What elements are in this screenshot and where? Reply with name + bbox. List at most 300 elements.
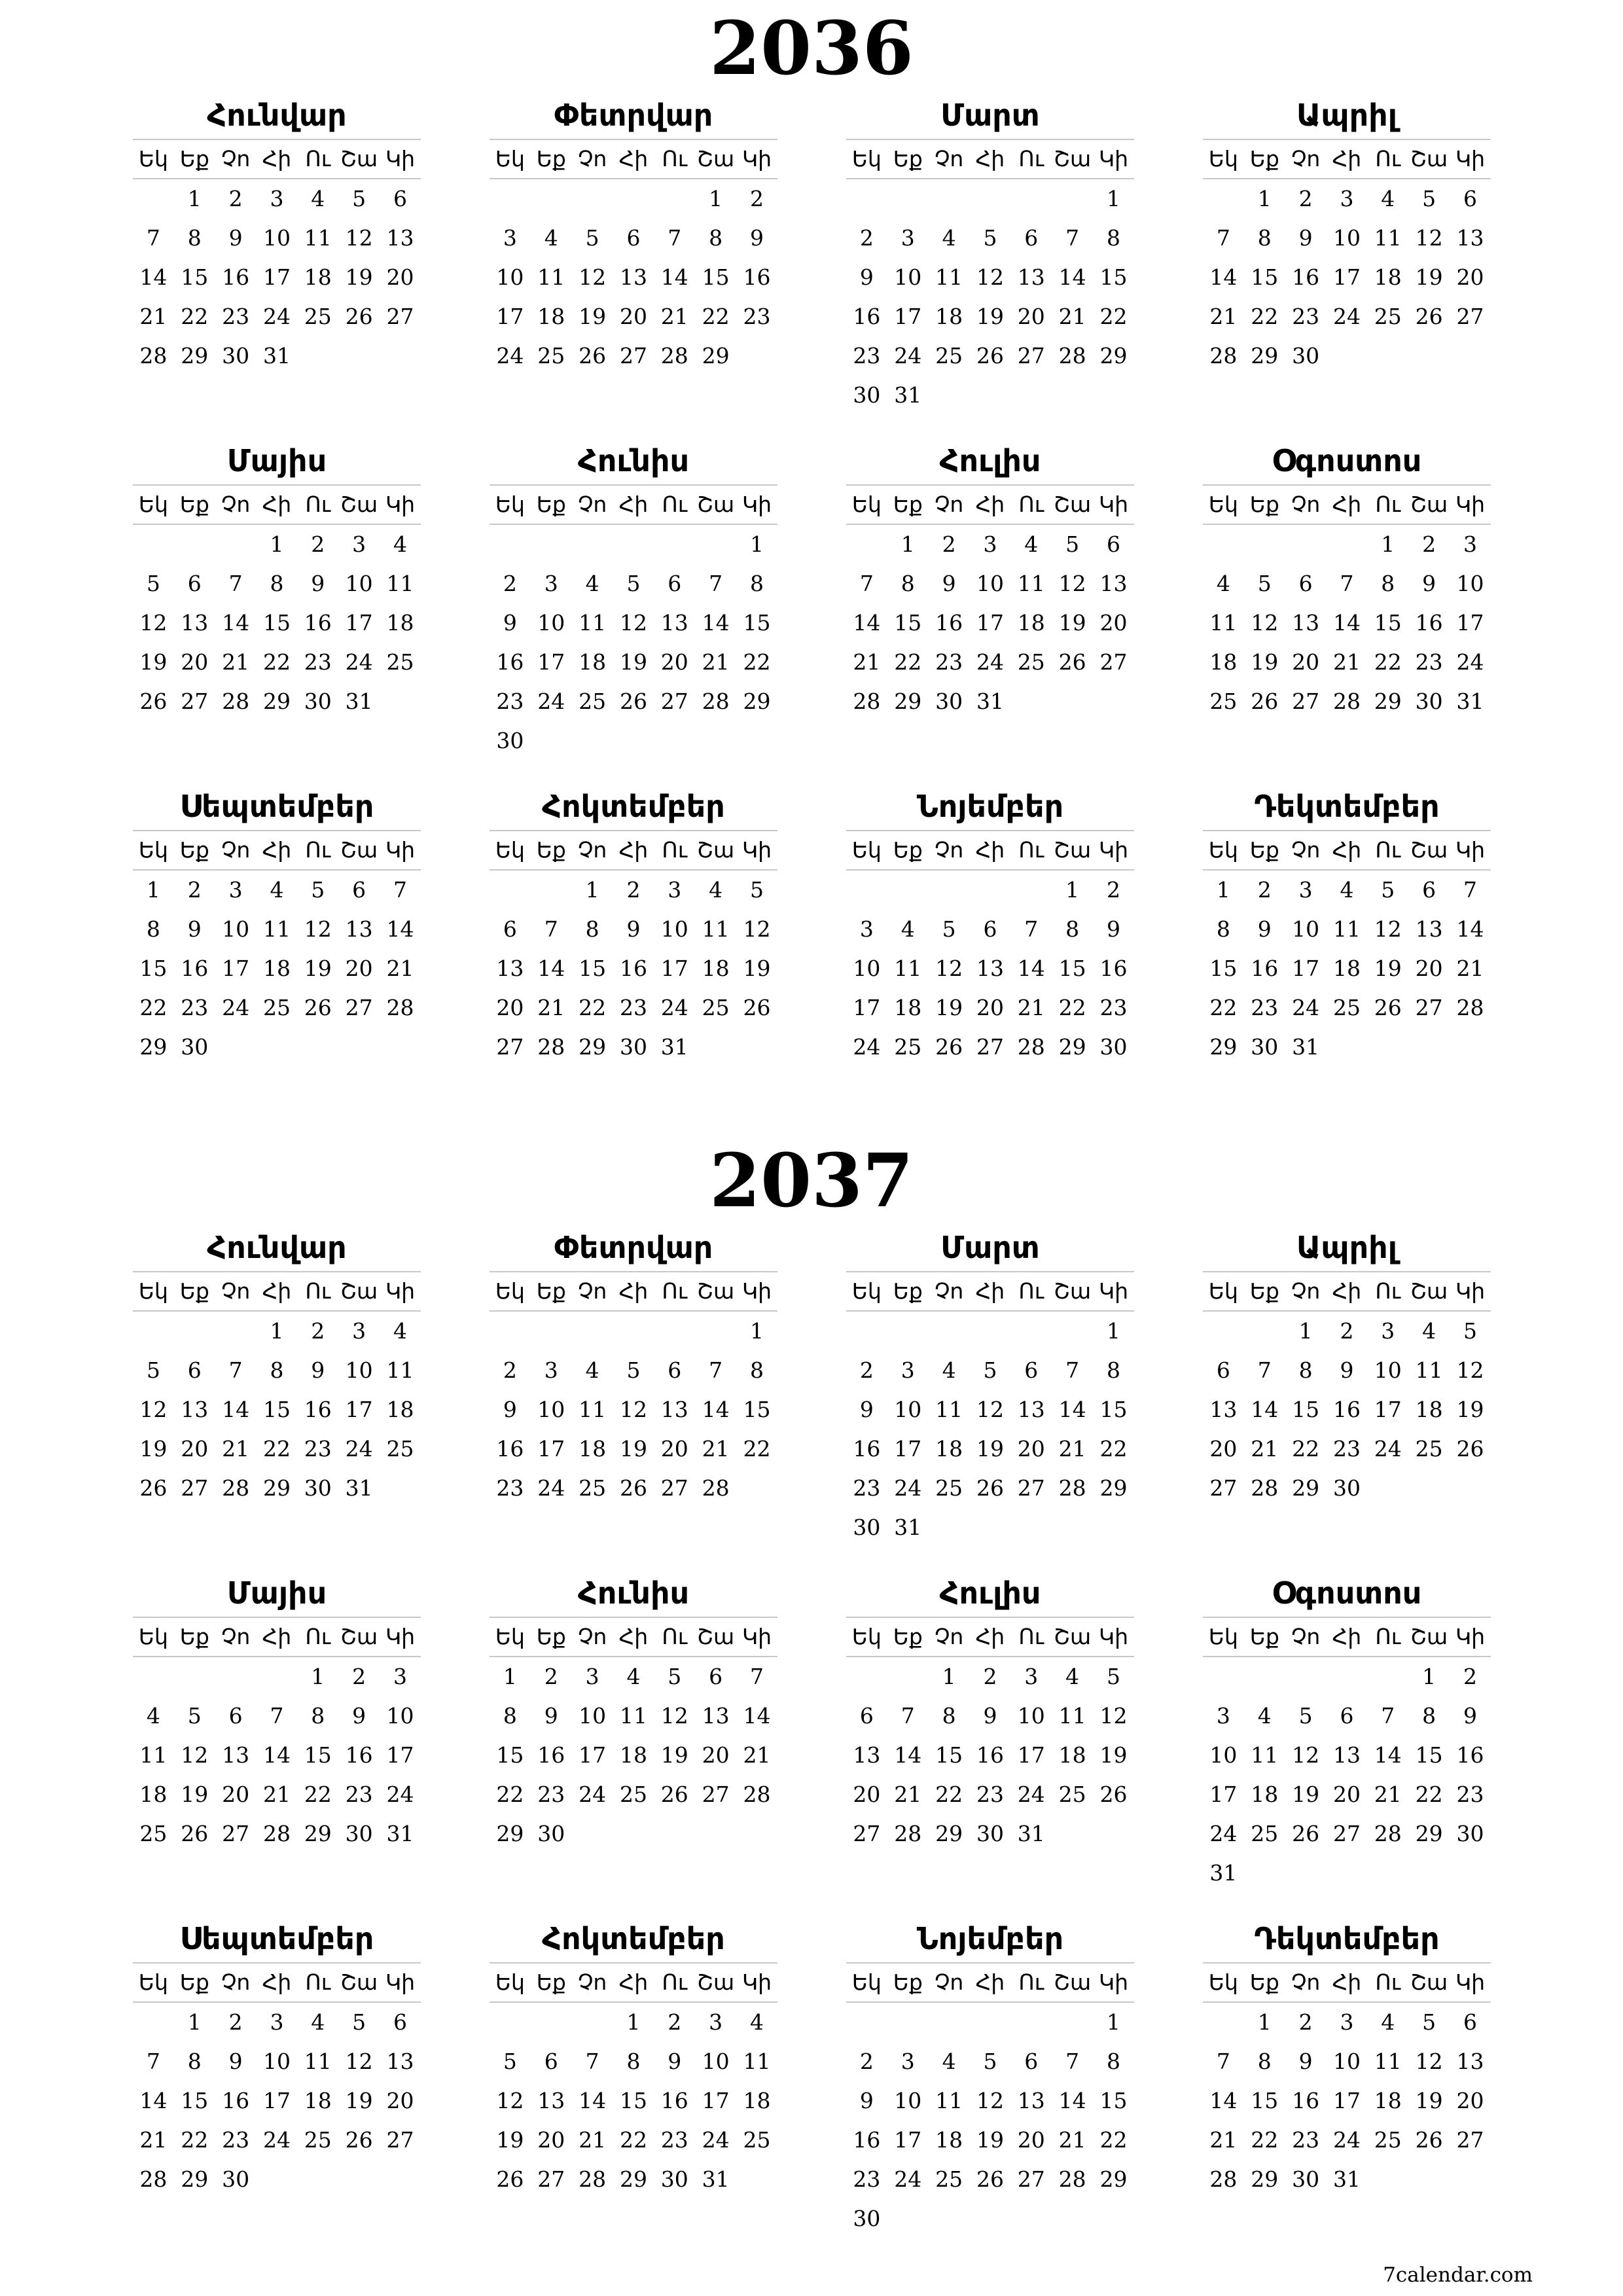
day-cell: 22 bbox=[743, 649, 771, 675]
day-cell: 7 bbox=[1065, 2049, 1080, 2074]
day-cell: 17 bbox=[262, 2088, 291, 2113]
day-cell: 10 bbox=[660, 916, 688, 942]
day-cell: 8 bbox=[146, 916, 160, 942]
weekday-label: Եկ bbox=[1208, 1969, 1238, 1995]
weekday-label: Եք bbox=[893, 1624, 923, 1649]
weekday-label: Կի bbox=[1455, 1278, 1486, 1304]
day-cell: 29 bbox=[1099, 2166, 1128, 2192]
day-cell: 2 bbox=[626, 877, 641, 903]
empty-day-cell bbox=[970, 179, 1011, 219]
day-cell: 8 bbox=[1257, 225, 1272, 251]
day-cell: 30 bbox=[1251, 1034, 1279, 1060]
day-cell: 9 bbox=[859, 1397, 874, 1422]
empty-day-cell bbox=[1367, 1028, 1408, 1067]
weekday-label: Ու bbox=[1018, 492, 1044, 517]
day-cell: 21 bbox=[1332, 649, 1361, 675]
weekday-label: Հի bbox=[618, 146, 649, 171]
day-cell: 25 bbox=[262, 995, 291, 1020]
day-cell: 28 bbox=[1209, 2166, 1238, 2192]
week-row bbox=[846, 219, 1134, 258]
weekday-label: Կի bbox=[1455, 492, 1486, 517]
day-cell: 15 bbox=[935, 1742, 963, 1768]
day-cell: 3 bbox=[1340, 186, 1354, 211]
empty-day-cell bbox=[1052, 2199, 1093, 2238]
day-cell: 4 bbox=[393, 1318, 407, 1344]
empty-day-cell bbox=[970, 870, 1011, 910]
day-cell: 5 bbox=[983, 2049, 997, 2074]
weekday-label: Կի bbox=[741, 1278, 772, 1304]
day-cell: 18 bbox=[935, 1436, 963, 1462]
day-cell: 30 bbox=[853, 2206, 881, 2231]
day-cell: 4 bbox=[942, 225, 956, 251]
day-cell: 14 bbox=[386, 916, 414, 942]
day-cell: 18 bbox=[139, 1782, 168, 1807]
day-cell: 19 bbox=[579, 304, 607, 329]
weekday-label: Ու bbox=[662, 1278, 688, 1304]
weekday-label: Եք bbox=[179, 1969, 209, 1995]
day-cell: 15 bbox=[139, 956, 168, 981]
day-cell: 3 bbox=[503, 225, 517, 251]
day-cell: 25 bbox=[1017, 649, 1045, 675]
day-cell: 9 bbox=[1340, 1357, 1354, 1383]
week-row bbox=[846, 2121, 1134, 2160]
day-cell: 19 bbox=[304, 956, 332, 981]
week-row bbox=[1203, 1657, 1491, 1696]
day-cell: 17 bbox=[1374, 1397, 1402, 1422]
day-cell: 20 bbox=[619, 304, 647, 329]
empty-day-cell bbox=[215, 1312, 257, 1351]
month-name: Հուլիս bbox=[846, 1570, 1134, 1618]
weekday-label: Եկ bbox=[1208, 1278, 1238, 1304]
day-cell: 20 bbox=[1292, 649, 1320, 675]
day-cell: 3 bbox=[352, 531, 366, 557]
day-cell: 7 bbox=[1065, 225, 1080, 251]
day-cell: 28 bbox=[222, 689, 250, 714]
empty-day-cell bbox=[1244, 525, 1285, 564]
day-cell: 9 bbox=[311, 1357, 325, 1383]
week-row bbox=[490, 910, 777, 949]
day-cell: 24 bbox=[894, 343, 922, 368]
empty-day-cell bbox=[613, 1312, 654, 1351]
weekday-label: Չո bbox=[577, 1624, 607, 1649]
day-cell: 4 bbox=[709, 877, 723, 903]
day-cell: 23 bbox=[304, 649, 332, 675]
day-cell: 12 bbox=[976, 2088, 1004, 2113]
day-cell: 12 bbox=[139, 1397, 168, 1422]
day-cell: 23 bbox=[853, 343, 881, 368]
week-row bbox=[846, 1657, 1134, 1696]
day-cell: 7 bbox=[1381, 1703, 1395, 1729]
day-cell: 24 bbox=[976, 649, 1004, 675]
day-cell: 18 bbox=[1017, 610, 1045, 636]
weekday-label: Կի bbox=[741, 492, 772, 517]
day-cell: 3 bbox=[901, 1357, 915, 1383]
day-cell: 18 bbox=[743, 2088, 771, 2113]
day-cell: 14 bbox=[894, 1742, 922, 1768]
day-cell: 5 bbox=[1422, 2009, 1436, 2035]
weekday-label: Կի bbox=[1098, 146, 1129, 171]
empty-day-cell bbox=[887, 2003, 929, 2042]
day-cell: 7 bbox=[901, 1703, 915, 1729]
day-cell: 31 bbox=[894, 1515, 922, 1540]
week-row bbox=[490, 1351, 777, 1390]
day-cell: 21 bbox=[702, 649, 730, 675]
month-name: Հունվար bbox=[133, 92, 421, 140]
weekday-header bbox=[490, 140, 777, 179]
day-cell: 27 bbox=[660, 1475, 688, 1501]
day-cell: 19 bbox=[496, 2127, 524, 2153]
week-row bbox=[1203, 1390, 1491, 1429]
day-cell: 21 bbox=[1251, 1436, 1279, 1462]
empty-day-cell bbox=[736, 336, 777, 376]
weekday-label: Չո bbox=[577, 837, 607, 863]
weekday-label: Կի bbox=[1098, 1969, 1129, 1995]
week-row bbox=[133, 949, 421, 988]
week-row bbox=[133, 682, 421, 721]
day-cell: 11 bbox=[579, 610, 607, 636]
day-cell: 1 bbox=[709, 186, 723, 211]
empty-day-cell bbox=[297, 2160, 338, 2199]
weekday-label: Շա bbox=[697, 1278, 735, 1304]
day-cell: 17 bbox=[262, 264, 291, 290]
week-row bbox=[846, 525, 1134, 564]
weekday-label: Եք bbox=[1249, 146, 1279, 171]
empty-day-cell bbox=[736, 1028, 777, 1067]
empty-day-cell bbox=[929, 376, 970, 415]
day-cell: 19 bbox=[619, 1436, 647, 1462]
day-cell: 31 bbox=[345, 689, 373, 714]
day-cell: 31 bbox=[1456, 689, 1484, 714]
day-cell: 14 bbox=[1374, 1742, 1402, 1768]
day-cell: 7 bbox=[1257, 1357, 1272, 1383]
empty-day-cell bbox=[1285, 1657, 1327, 1696]
day-cell: 14 bbox=[1209, 2088, 1238, 2113]
weekday-label: Եկ bbox=[495, 1624, 525, 1649]
empty-day-cell bbox=[695, 1814, 736, 1854]
day-cell: 15 bbox=[894, 610, 922, 636]
day-cell: 13 bbox=[702, 1703, 730, 1729]
day-cell: 20 bbox=[660, 649, 688, 675]
day-cell: 19 bbox=[935, 995, 963, 1020]
empty-day-cell bbox=[380, 2160, 421, 2199]
day-cell: 30 bbox=[222, 2166, 250, 2192]
day-cell: 14 bbox=[702, 1397, 730, 1422]
day-cell: 30 bbox=[935, 689, 963, 714]
week-row bbox=[490, 297, 777, 336]
day-cell: 25 bbox=[1415, 1436, 1443, 1462]
day-cell: 27 bbox=[1099, 649, 1128, 675]
day-cell: 13 bbox=[537, 2088, 565, 2113]
day-cell: 20 bbox=[181, 1436, 209, 1462]
day-cell: 10 bbox=[579, 1703, 607, 1729]
day-cell: 1 bbox=[901, 531, 915, 557]
day-cell: 30 bbox=[345, 1821, 373, 1846]
day-cell: 24 bbox=[345, 649, 373, 675]
day-cell: 23 bbox=[496, 689, 524, 714]
weekday-label: Կի bbox=[1455, 146, 1486, 171]
day-cell: 8 bbox=[749, 1357, 764, 1383]
month-name: Հոկտեմբեր bbox=[490, 783, 777, 831]
day-cell: 20 bbox=[1456, 264, 1484, 290]
day-cell: 21 bbox=[1058, 304, 1086, 329]
weekday-label: Շա bbox=[340, 492, 378, 517]
day-cell: 11 bbox=[386, 571, 414, 596]
day-cell: 31 bbox=[702, 2166, 730, 2192]
week-row bbox=[133, 1696, 421, 1736]
day-cell: 16 bbox=[976, 1742, 1004, 1768]
day-cell: 24 bbox=[894, 1475, 922, 1501]
day-cell: 22 bbox=[1251, 2127, 1279, 2153]
day-cell: 23 bbox=[496, 1475, 524, 1501]
day-cell: 3 bbox=[585, 1664, 599, 1689]
month-name: Դեկտեմբեր bbox=[1203, 1915, 1491, 1964]
day-cell: 10 bbox=[1456, 571, 1484, 596]
day-cell: 31 bbox=[1017, 1821, 1045, 1846]
empty-day-cell bbox=[1093, 1814, 1134, 1854]
day-cell: 28 bbox=[1209, 343, 1238, 368]
day-cell: 30 bbox=[222, 343, 250, 368]
empty-day-cell bbox=[338, 1028, 380, 1067]
weekday-header bbox=[133, 831, 421, 870]
week-row bbox=[1203, 1312, 1491, 1351]
day-cell: 12 bbox=[496, 2088, 524, 2113]
month-block bbox=[490, 437, 777, 761]
week-row bbox=[133, 2160, 421, 2199]
day-cell: 22 bbox=[1251, 304, 1279, 329]
weekday-header bbox=[490, 1964, 777, 2003]
empty-day-cell bbox=[380, 336, 421, 376]
day-cell: 2 bbox=[668, 2009, 682, 2035]
day-cell: 15 bbox=[1209, 956, 1238, 981]
year-title: 2036 bbox=[709, 6, 914, 92]
day-cell: 11 bbox=[139, 1742, 168, 1768]
empty-day-cell bbox=[1010, 870, 1052, 910]
weekday-label: Ու bbox=[662, 1969, 688, 1995]
empty-day-cell bbox=[1285, 1854, 1327, 1893]
weekday-label: Եք bbox=[1249, 492, 1279, 517]
month-block bbox=[490, 1915, 777, 2199]
day-cell: 20 bbox=[1332, 1782, 1361, 1807]
day-cell: 3 bbox=[544, 571, 558, 596]
day-cell: 10 bbox=[496, 264, 524, 290]
day-cell: 4 bbox=[1340, 877, 1354, 903]
week-row bbox=[846, 949, 1134, 988]
day-cell: 12 bbox=[181, 1742, 209, 1768]
day-cell: 22 bbox=[1099, 1436, 1128, 1462]
day-cell: 8 bbox=[311, 1703, 325, 1729]
day-cell: 1 bbox=[503, 1664, 517, 1689]
week-row bbox=[490, 1814, 777, 1854]
weekday-label: Չո bbox=[934, 1278, 964, 1304]
empty-day-cell bbox=[133, 1657, 174, 1696]
week-row bbox=[1203, 258, 1491, 297]
day-cell: 10 bbox=[262, 225, 291, 251]
day-cell: 8 bbox=[270, 571, 284, 596]
day-cell: 4 bbox=[901, 916, 915, 942]
day-cell: 25 bbox=[579, 1475, 607, 1501]
week-row bbox=[846, 1508, 1134, 1547]
day-cell: 5 bbox=[668, 1664, 682, 1689]
empty-day-cell bbox=[572, 525, 613, 564]
day-cell: 7 bbox=[146, 225, 160, 251]
weekday-label: Եկ bbox=[495, 1969, 525, 1995]
day-cell: 10 bbox=[345, 571, 373, 596]
day-cell: 19 bbox=[1058, 610, 1086, 636]
day-cell: 5 bbox=[1065, 531, 1080, 557]
day-cell: 17 bbox=[894, 304, 922, 329]
day-cell: 15 bbox=[1058, 956, 1086, 981]
day-cell: 14 bbox=[262, 1742, 291, 1768]
week-row bbox=[1203, 1814, 1491, 1854]
month-name: Հոկտեմբեր bbox=[490, 1915, 777, 1964]
day-cell: 23 bbox=[1251, 995, 1279, 1020]
day-cell: 10 bbox=[537, 1397, 565, 1422]
weekday-label: Ու bbox=[305, 1624, 331, 1649]
day-cell: 22 bbox=[579, 995, 607, 1020]
weekday-label: Եք bbox=[893, 1278, 923, 1304]
day-cell: 12 bbox=[743, 916, 771, 942]
day-cell: 4 bbox=[585, 1357, 599, 1383]
day-cell: 26 bbox=[976, 2166, 1004, 2192]
day-cell: 8 bbox=[1106, 225, 1120, 251]
weekday-label: Եկ bbox=[1208, 1624, 1238, 1649]
day-cell: 2 bbox=[503, 571, 517, 596]
week-row bbox=[133, 2042, 421, 2081]
day-cell: 29 bbox=[262, 689, 291, 714]
day-cell: 22 bbox=[1099, 2127, 1128, 2153]
day-cell: 29 bbox=[894, 689, 922, 714]
day-cell: 10 bbox=[1017, 1703, 1045, 1729]
weekday-label: Կի bbox=[741, 1624, 772, 1649]
day-cell: 28 bbox=[579, 2166, 607, 2192]
day-cell: 2 bbox=[228, 2009, 243, 2035]
day-cell: 30 bbox=[537, 1821, 565, 1846]
day-cell: 23 bbox=[619, 995, 647, 1020]
week-row bbox=[1203, 682, 1491, 721]
empty-day-cell bbox=[654, 1814, 695, 1854]
empty-day-cell bbox=[1367, 1854, 1408, 1893]
week-row bbox=[1203, 1351, 1491, 1390]
day-cell: 27 bbox=[386, 2127, 414, 2153]
empty-day-cell bbox=[572, 1312, 613, 1351]
day-cell: 28 bbox=[1058, 343, 1086, 368]
day-cell: 1 bbox=[749, 1318, 764, 1344]
empty-day-cell bbox=[1327, 525, 1368, 564]
empty-day-cell bbox=[1450, 336, 1491, 376]
day-cell: 19 bbox=[1456, 1397, 1484, 1422]
day-cell: 16 bbox=[537, 1742, 565, 1768]
empty-day-cell bbox=[1203, 1657, 1244, 1696]
day-cell: 26 bbox=[1374, 995, 1402, 1020]
day-cell: 8 bbox=[187, 225, 202, 251]
day-cell: 21 bbox=[139, 2127, 168, 2153]
weekday-header bbox=[846, 1272, 1134, 1312]
weekday-header bbox=[1203, 831, 1491, 870]
day-cell: 12 bbox=[619, 610, 647, 636]
day-cell: 28 bbox=[537, 1034, 565, 1060]
day-cell: 19 bbox=[1099, 1742, 1128, 1768]
day-cell: 7 bbox=[1065, 1357, 1080, 1383]
month-name: Ապրիլ bbox=[1203, 1224, 1491, 1272]
day-cell: 4 bbox=[626, 1664, 641, 1689]
day-cell: 8 bbox=[187, 2049, 202, 2074]
day-cell: 28 bbox=[1374, 1821, 1402, 1846]
empty-day-cell bbox=[572, 1814, 613, 1854]
empty-day-cell bbox=[846, 179, 887, 219]
day-cell: 13 bbox=[1017, 264, 1045, 290]
day-cell: 26 bbox=[181, 1821, 209, 1846]
week-row bbox=[1203, 870, 1491, 910]
empty-day-cell bbox=[490, 2003, 531, 2042]
day-cell: 10 bbox=[894, 1397, 922, 1422]
day-cell: 17 bbox=[222, 956, 250, 981]
day-cell: 15 bbox=[1415, 1742, 1443, 1768]
day-cell: 31 bbox=[345, 1475, 373, 1501]
day-cell: 7 bbox=[270, 1703, 284, 1729]
day-cell: 4 bbox=[146, 1703, 160, 1729]
day-cell: 21 bbox=[853, 649, 881, 675]
day-cell: 8 bbox=[270, 1357, 284, 1383]
day-cell: 15 bbox=[181, 264, 209, 290]
day-cell: 16 bbox=[1099, 956, 1128, 981]
weekday-label: Հի bbox=[975, 1278, 1005, 1304]
day-cell: 31 bbox=[262, 343, 291, 368]
day-cell: 3 bbox=[859, 916, 874, 942]
empty-day-cell bbox=[929, 1312, 970, 1351]
week-row bbox=[1203, 525, 1491, 564]
empty-day-cell bbox=[257, 1028, 298, 1067]
empty-day-cell bbox=[531, 870, 572, 910]
month-block bbox=[1203, 1224, 1491, 1508]
empty-day-cell bbox=[846, 870, 887, 910]
day-cell: 15 bbox=[702, 264, 730, 290]
day-cell: 11 bbox=[262, 916, 291, 942]
day-cell: 26 bbox=[619, 1475, 647, 1501]
day-cell: 22 bbox=[1374, 649, 1402, 675]
day-cell: 3 bbox=[709, 2009, 723, 2035]
day-cell: 5 bbox=[626, 1357, 641, 1383]
weekday-label: Ու bbox=[662, 492, 688, 517]
day-cell: 8 bbox=[1216, 916, 1230, 942]
day-cell: 20 bbox=[181, 649, 209, 675]
weekday-label: Կի bbox=[385, 1624, 416, 1649]
day-cell: 27 bbox=[1456, 304, 1484, 329]
day-cell: 5 bbox=[983, 1357, 997, 1383]
empty-day-cell bbox=[1408, 1028, 1450, 1067]
empty-day-cell bbox=[174, 525, 215, 564]
week-row bbox=[846, 564, 1134, 603]
day-cell: 4 bbox=[942, 2049, 956, 2074]
day-cell: 31 bbox=[894, 382, 922, 408]
empty-day-cell bbox=[1093, 376, 1134, 415]
day-cell: 29 bbox=[1058, 1034, 1086, 1060]
day-cell: 7 bbox=[393, 877, 407, 903]
weekday-label: Հի bbox=[618, 837, 649, 863]
day-cell: 12 bbox=[1099, 1703, 1128, 1729]
empty-day-cell bbox=[887, 870, 929, 910]
day-cell: 26 bbox=[935, 1034, 963, 1060]
day-cell: 13 bbox=[181, 610, 209, 636]
month-name: Հունիս bbox=[490, 437, 777, 486]
week-row bbox=[1203, 1469, 1491, 1508]
day-cell: 29 bbox=[579, 1034, 607, 1060]
day-cell: 11 bbox=[935, 264, 963, 290]
day-cell: 24 bbox=[1332, 304, 1361, 329]
day-cell: 10 bbox=[853, 956, 881, 981]
weekday-label: Եկ bbox=[138, 1624, 168, 1649]
day-cell: 27 bbox=[1017, 2166, 1045, 2192]
day-cell: 11 bbox=[1058, 1703, 1086, 1729]
